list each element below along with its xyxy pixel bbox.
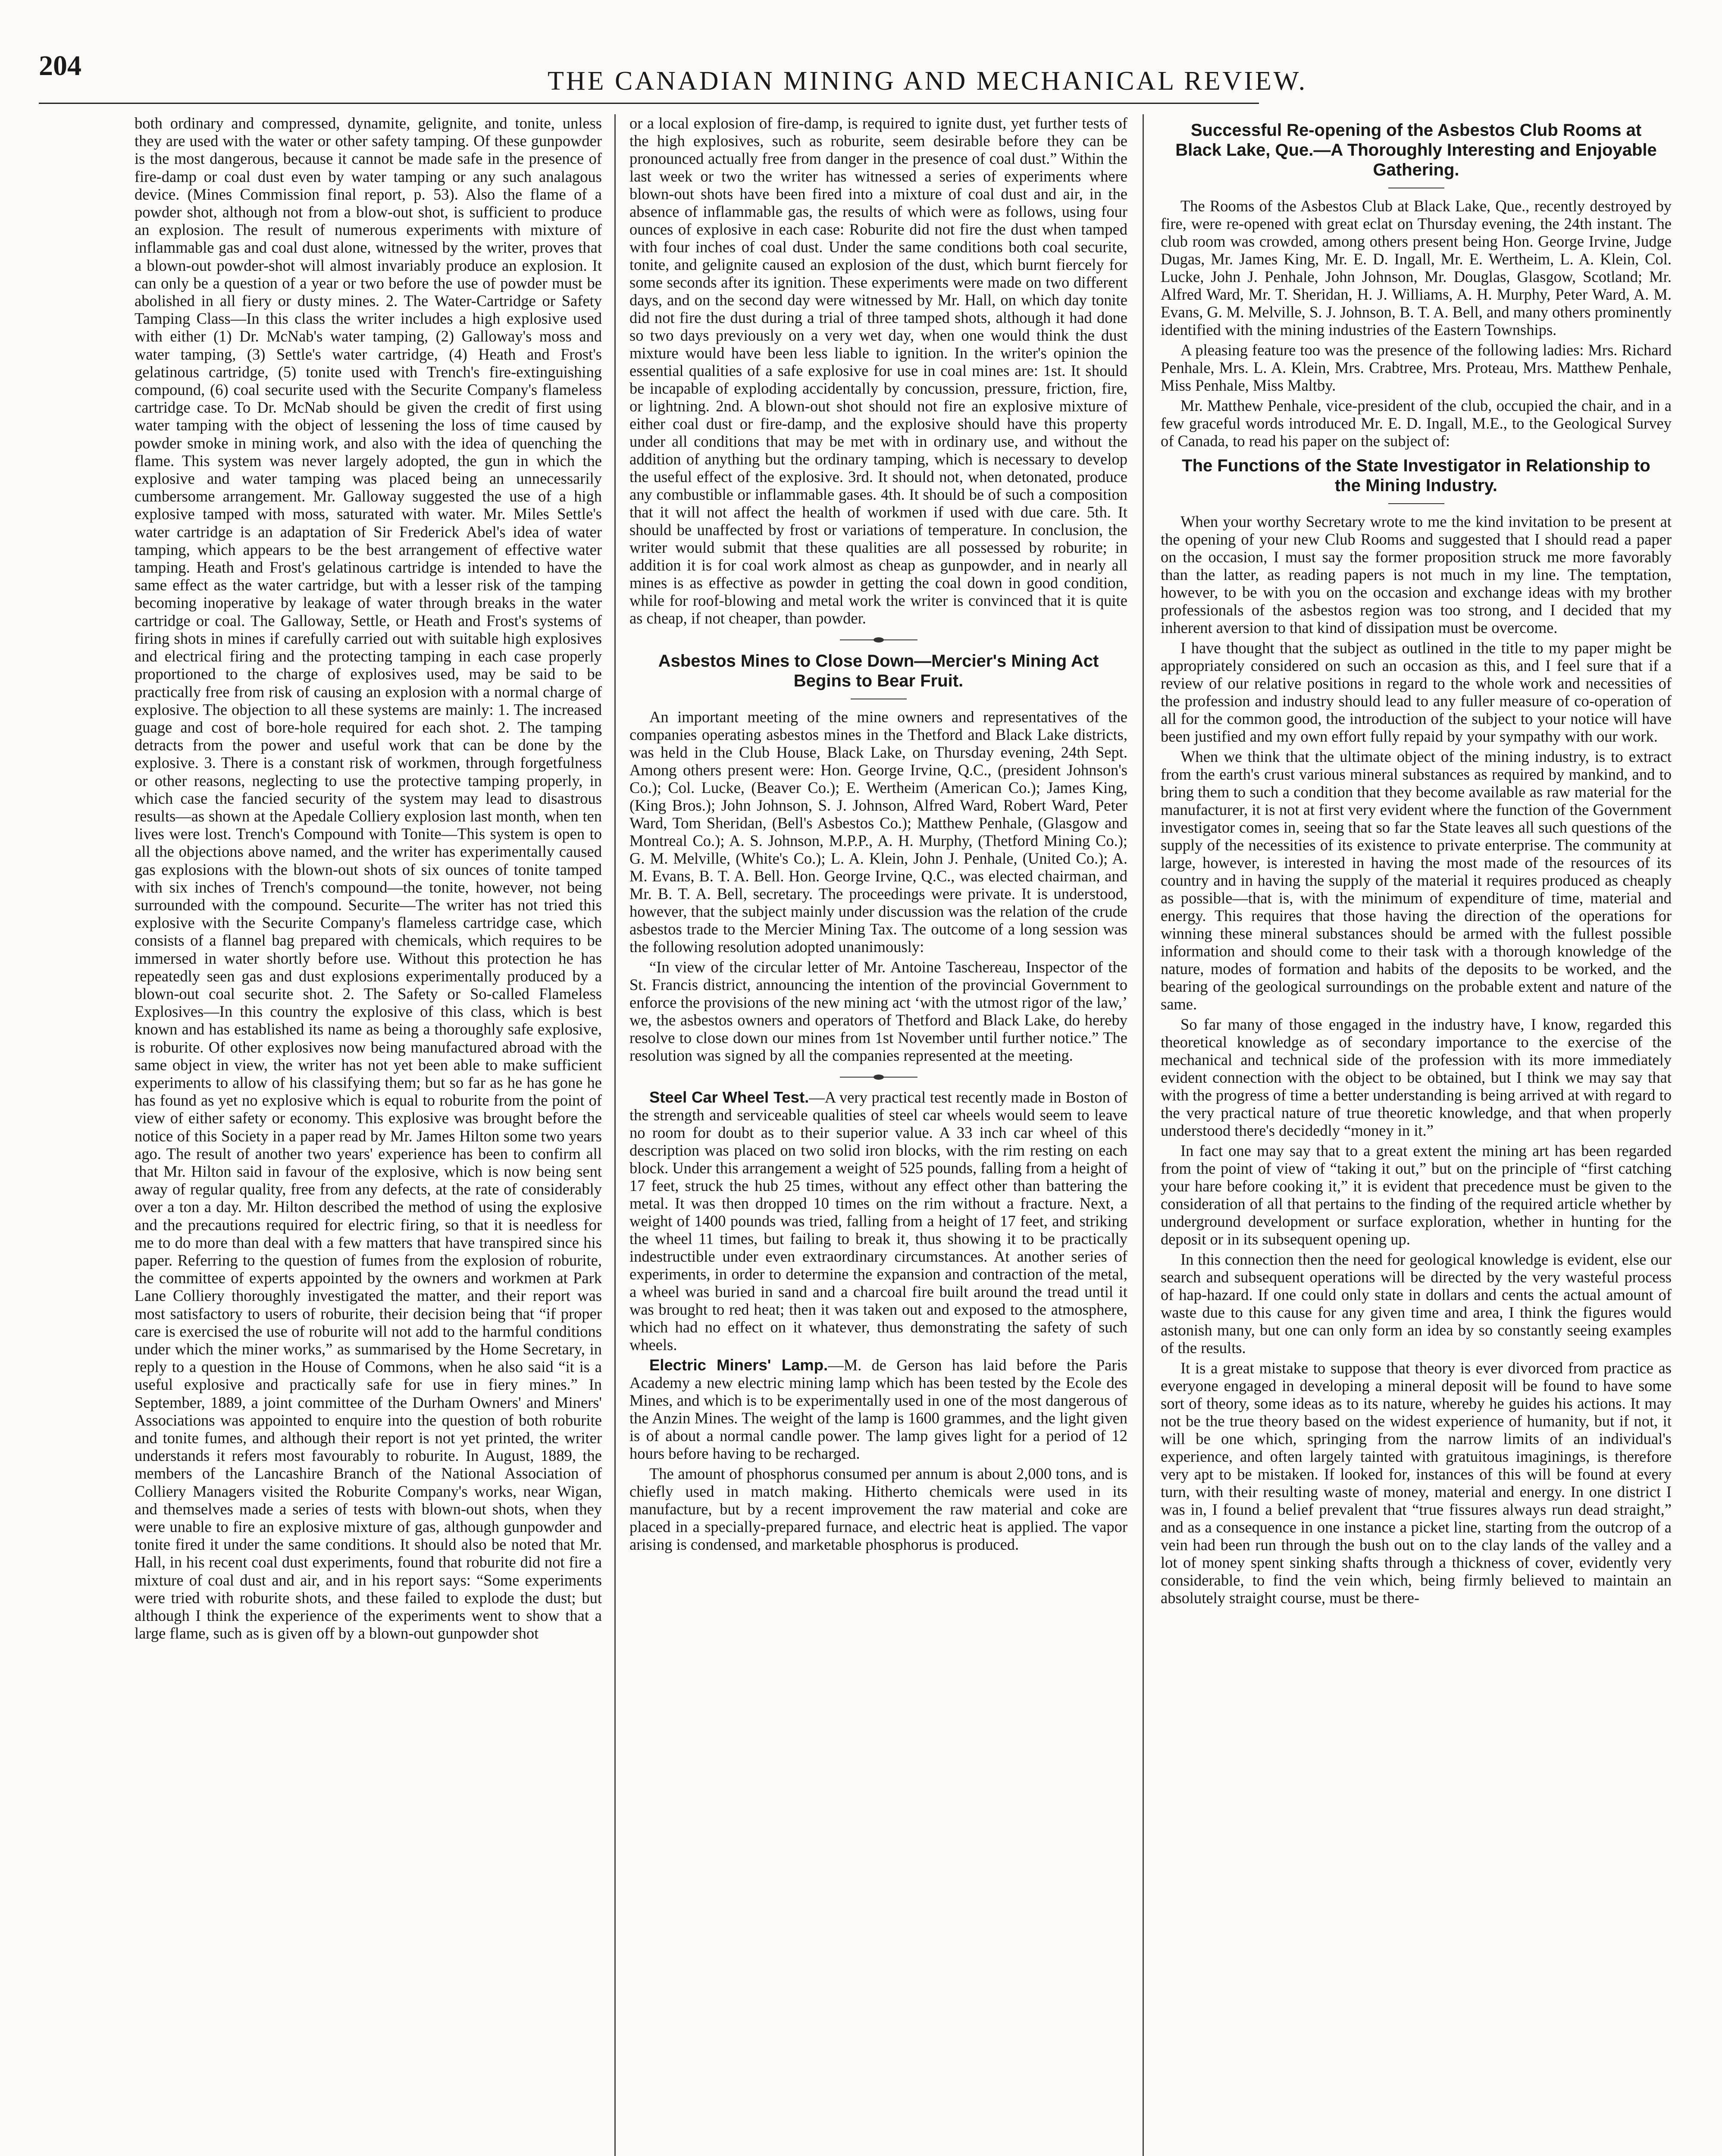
section-separator: [840, 1074, 917, 1081]
miners-lamp-paragraph: [629, 1356, 1127, 1462]
steel-wheel-runin: Steel Car Wheel Test.: [649, 1088, 809, 1106]
paper-paragraph: So far many of those engaged in the industry have, I know, regarded this theoretical knowledge as of secondary importance to the exercise of the mechanical and technical side of the profession with its more immediately evident connection with the object to be obtained, but I think we may say that with the progress of time a better understanding is being arrived at with regard to the very practical nature of true theoretic knowledge, and that when properly understood there's decidedly “money in it.”: [1161, 1015, 1672, 1139]
paper-paragraph: When we think that the ultimate object of the mining industry, is to extract from the earth's crust various mineral substances as required by mankind, and to bring them to such a condition that they become available as raw material for the manufacturer, it is not at first very evident where the function of the Government investigator comes in, seeing that so far the State leaves all such questions of the supply of the necessities of its existence to private enterprise. The community at large, however, is interested in having the most made of the resources of its country and in having the supply of the material it requires produced as cheaply as possible—that is, with the minimum of expenditure of time, material and energy. This requires that those having the direction of the operations for winning these mineral substances should be armed with the fullest possible information and should come to their task with a thorough knowledge of the nature, modes of formation and habits of the deposits to be worked, and the bearing of the geological surroundings on the probable extent and nature of the same.: [1161, 748, 1672, 1013]
paper-paragraph: I have thought that the subject as outlined in the title to my paper might be appropriately considered on such an occasion as this, and I feel sure that if a review of our relative positions in regard to the whole work and necessities of the profession and industry should lead to any fuller measure of co-operation of all for the common good, the introduction of the subject to your notice will have been justified and my own effort fully repaid by your sympathy with our work.: [1161, 639, 1672, 745]
phosphorus-paragraph: The amount of phosphorus consumed per annum is about 2,000 tons, and is chiefly used in match making. Hitherto chemicals were used in its manufacture, but by a recent improvement the raw material and coke are placed in a specially-prepared furnace, and electric heat is applied. The vapor arising is condensed, and marketable phosphorus is produced.: [629, 1465, 1127, 1553]
club-paragraph-1: The Rooms of the Asbestos Club at Black Lake, Que., recently destroyed by fire, were re-opened with great eclat on Thursday evening, the 24th instant. The club room was crowded, among others present being Hon. George Irvine, Judge Dugas, Mr. James King, Mr. E. D. Ingall, Mr. E. Wertheim, L. A. Klein, Col. Lucke, John J. Penhale, John Johnson, Mr. Douglas, Glasgow, Scotland; Mr. Alfred Ward, Mr. T. Sheridan, H. J. Williams, A. H. Murphy, Peter Ward, A. M. Evans, G. M. Melville, S. J. Johnson, B. T. A. Bell, and many others prominently identified with the mining industries of the Eastern Townships.: [1161, 197, 1672, 338]
header-rule: [39, 103, 1259, 104]
heading-rule: [1388, 503, 1444, 504]
article-text-explosives: both ordinary and compressed, dynamite, gelignite, and tonite, unless they are used with the water or other safety tamping. Of these gunpowder is the most dangerous, because it cannot be made safe in the presence of fire-damp or coal dust even by water tamping or any such analagous device. (Mines Commission final report, p. 53). Also the flame of a powder shot, although not from a blow-out shot, is sufficient to produce an explosion. The result of numerous experiments with mixture of inflammable gas and coal dust alone, witnessed by the writer, proves that a blown-out powder-shot will almost invariably produce an explosion. It can only be a question of a year or two before the use of powder must be abolished in all fiery or dusty mines. 2. The Water-Cartridge or Safety Tamping Class—In this class the writer includes a high explosive used with either (1) Dr. McNab's water tamping, (2) Galloway's moss and water tamping, (3) Settle's water cartridge, (4) Heath and Frost's gelatinous cartridge, (5) tonite used with Trench's fire-extinguishing compound, (6) coal securite used with the Securite Company's flameless cartridge case. To Dr. McNab should be given the credit of first using water tamping with the object of lessening the loss of time caused by powder smoke in mining work, and also with the idea of quenching the flame. This system was never largely adopted, the gun in which the explosive and water tamping was placed being an unnecessarily cumbersome arrangement. Mr. Galloway suggested the use of a high explosive tamped with moss, saturated with water. Mr. Miles Settle's water cartridge is an adaptation of Sir Frederick Abel's idea of water tamping, which appears to be the best arrangement of effective water tamping. Heath and Frost's gelatinous cartridge is intended to have the same effect as the water cartridge, but with a lesser risk of the tamping becoming inoperative by leakage of water through breaks in the water cartridge or coal. The Galloway, Settle, or Heath and Frost's systems of firing shots in mines if carefully carried out with suitable high explosives and electrical firing and the protecting tamping in each case properly proportioned to the charge of explosives used, may be said to be practically free from risk of causing an explosion with a normal charge of explosive. The objection to all these systems are mainly: 1. The increased guage and cost of bore-hole required for each shot. 2. The tamping detracts from the power and useful work that can be done by the explosive. 3. There is a constant risk of workmen, through forgetfulness or other reasons, neglecting to use the protective tamping properly, in which case the fancied security of the system may lead to disastrous results—as shown at the Apedale Colliery explosion last month, when ten lives were lost. Trench's Compound with Tonite—This system is open to all the objections above named, and the writer has experimentally caused gas explosions with the blown-out shots of six ounces of tonite tamped with six inches of Trench's compound—the tonite, however, not being surrounded with the compound. Securite—The writer has not tried this explosive with the Securite Company's flameless cartridge case, which consists of a flannel bag prepared with chemicals, which requires to be immersed in water shortly before use. Without this protection he has repeatedly seen gas and dust explosions experimentally produced by a blown-out coal securite shot. 2. The Safety or So-called Flameless Explosives—In this country the explosive of this class, which is best known and has established its name as being a thoroughly safe explosive, is roburite. Of other explosives now being manufactured abroad with the same object in view, the writer has not yet been able to make sufficient experiments to allow of his classifying them; but so far as he has gone he has found as yet no explosive which is equal to roburite from the point of view of either safety or economy. This explosive was brought before the notice of this Society in a paper read by Mr. James Hilton some two years ago. The result of another two years' experience has been to confirm all that Mr. Hilton said in favour of the explosive, which is now being sent away of regular quality, free from any defects, at the rate of considerably over a ton a day. Mr. Hilton described the method of using the explosive and the precautions required for electric firing, so that it is needless for me to do more than deal with a few matters that have transpired since his paper. Referring to the question of fumes from the explosion of roburite, the committee of experts appointed by the owners and workmen at Park Lane Colliery thoroughly investigated the matter, and their report was most satisfactory to users of roburite, their decision being that “if proper care is exercised the use of roburite will not add to the harmful conditions under which the miner works,” as summarised by the Home Secretary, in reply to a question in the House of Commons, when he also said “it is a useful explosive and practically safe for use in fiery mines.” In September, 1889, a joint committee of the Durham Owners' and Miners' Associations was appointed to enquire into the question of both roburite and tonite fumes, and although their report is not yet printed, the writer understands it refers most favourably to roburite. In August, 1889, the members of the Lancashire Branch of the National Association of Colliery Managers visited the Roburite Company's works, near Wigan, and themselves made a series of tests with blown-out shots, when they were unable to fire an explosive mixture of gas, although gunpowder and tonite fired it under the same conditions. It should also be noted that Mr. Hall, in his recent coal dust experiments, found that roburite did not fire a mixture of coal dust and air, and in his report says: “Some experiments were tried with roburite shots, and these failed to explode the dust; but although I think the experience of the experiments went to show that a large flame, such as is given off by a blown-out gunpowder shot: [135, 114, 602, 1642]
paper-paragraph: In fact one may say that to a great extent the mining art has been regarded from the point of view of “taking it out,” but on the principle of “first catching your hare before cooking it,” it is evident that precedence must be given to the consideration of all that pertains to the finding of the required article whether by underground development or surface exploration, whether in hunting for the deposit or in its subsequent opening up.: [1161, 1142, 1672, 1248]
section-separator: [840, 636, 917, 643]
miners-lamp-runin: Electric Miners' Lamp.: [649, 1356, 828, 1374]
column-1: [135, 114, 602, 2156]
steel-wheel-text: —A very practical test recently made in Boston of the strength and serviceable qualities of steel car wheels would seem to leave no room for doubt as to their superior value. A 33 inch car wheel of this description was placed on two solid iron blocks, with the rim resting on each block. Under this arrangement a weight of 525 pounds, falling from a height of 17 feet, struck the hub 25 times, without any effect other than battering the metal. It was then dropped 10 times on the rim without a fracture. Next, a weight of 1400 pounds was tried, falling from a height of 17 feet, and striking the wheel 11 times, but failing to break it, thus showing it to be practically indestructible under even extraordinary circumstances. At another series of experiments, in order to determine the expansion and contraction of the metal, a wheel was buried in sand and a charcoal fire built around the tread until it was brought to red heat; then it was taken out and exposed to the atmosphere, which had no effect on it whatever, thus demonstrating the safety of such wheels.: [629, 1088, 1127, 1354]
column-2: [629, 114, 1127, 2156]
headline-asbestos-club: Successful Re-opening of the Asbestos Club Rooms at Black Lake, Que.—A Thoroughly Interesting and Enjoyable Gathering.: [1175, 121, 1657, 179]
miners-lamp-text: —M. de Gerson has laid before the Paris Academy a new electric mining lamp which has been tested by the Ecole des Mines, and which is to be experimentally used in one of the most dangerous of the Anzin Mines. The weight of the lamp is 1600 grammes, and the light given is of about a normal candle power. The lamp gives light for a period of 12 hours before having to be recharged.: [629, 1356, 1127, 1462]
column-divider: [614, 114, 616, 2156]
page-number: 204: [39, 50, 81, 81]
headline-asbestos-mines: Asbestos Mines to Close Down—Mercier's Mining Act Begins to Bear Fruit.: [658, 652, 1099, 690]
headline-state-investigator: The Functions of the State Investigator in Relationship to the Mining Industry.: [1182, 456, 1650, 495]
article-text-explosives-continued: or a local explosion of fire-damp, is required to ignite dust, yet further tests of the high explosives, such as roburite, seem desirable before they can be pronounced actually free from danger in the presence of coal dust.” Within the last week or two the writer has witnessed a series of experiments where blown-out shots have been fired into a mixture of coal dust and air, in the absence of inflammable gas, the results of which were as follows, using four ounces of explosive in each case: Roburite did not fire the dust when tamped with four inches of coal dust. Under the same conditions both coal securite, tonite, and gelignite caused an explosion of the dust, which burnt fiercely for some seconds after its ignition. These experiments were made on two different days, and on the second day were witnessed by Mr. Hall, on which day tonite did not fire the dust during a trial of three tamped shots, although it had done so two days previously on a very wet day, when one would think the dust mixture would have been less liable to ignition. In the writer's opinion the essential qualities of a safe explosive for use in coal mines are: 1st. It should be incapable of exploding accidentally by concussion, pressure, friction, fire, or lightning. 2nd. A blown-out shot should not fire an explosive mixture of either coal dust or fire-damp, and the explosive should have this property under all conditions that may be met with in ordinary use, and without the addition of anything but the ordinary tamping, which is necessary to develop the useful effect of the explosive. 3rd. It should not, when detonated, produce any combustible or inflammable gases. 4th. It should be of such a composition that it will not affect the health of workmen if used with due care. 5th. It should be unaffected by frost or variations of temperature. In conclusion, the writer would submit that these qualities are all possessed by roburite; in addition it is for coal work almost as cheap as gunpowder, and in nearly all mines is as effective as powder in getting the coal down in good condition, while for roof-blowing and metal work the writer is convinced that it is quite as cheap, if not cheaper, than powder.: [629, 114, 1127, 627]
club-paragraph-2: A pleasing feature too was the presence of the following ladies: Mrs. Richard Penhale, Mrs. L. A. Klein, Mrs. Crabtree, Mrs. Proteau, Mrs. Matthew Penhale, Miss Penhale, Miss Maltby.: [1161, 341, 1672, 394]
paper-paragraph: When your worthy Secretary wrote to me the kind invitation to be present at the opening of your new Club Rooms and suggested that I should read a paper on the occasion, I must say the former proposition struck me more favorably than the latter, as reading papers is not much in my line. The temptation, however, to be with you on the occasion and exchange ideas with my brother professionals of the asbestos region was too strong, and I decided that my inherent aversion to that kind of dissipation must be overcome.: [1161, 513, 1672, 636]
paper-paragraph: It is a great mistake to suppose that theory is ever divorced from practice as everyone engaged in developing a mineral deposit will be found to have some sort of theory, some ideas as to its nature, whereby he guides his actions. It may not be the true theory based on the widest experience of humanity, but if not, it will be one which, springing from the narrow limits of an individual's experience, and often largely tainted with gratuitous imaginings, is therefore very apt to be mistaken. If looked for, instances of this will be found at every turn, with their resulting waste of money, material and energy. In one district I was in, I found a belief prevalent that “true fissures always run dead straight,” and as a consequence in one instance a picket line, starting from the outcrop of a vein had been run through the bush out on to the clay lands of the valley and a lot of money spent sinking shafts through a thickness of cover, evidently very considerable, to find the vein which, being firmly believed to maintain an absolutely straight course, must be there-: [1161, 1359, 1672, 1607]
paper-paragraph: In this connection then the need for geological knowledge is evident, else our search and subsequent operations will be directed by the very wasteful process of hap-hazard. If one could only state in dollars and cents the actual amount of waste due to this cause for any given time and area, I think the figures would astonish many, but one can only form an idea by so constantly seeing examples of the results.: [1161, 1250, 1672, 1357]
column-3: [1161, 114, 1672, 2156]
club-paragraph-3: Mr. Matthew Penhale, vice-president of the club, occupied the chair, and in a few graceful words introduced Mr. E. D. Ingall, M.E., to the Geological Survey of Canada, to read his paper on the subject of:: [1161, 397, 1672, 450]
page-header: [39, 41, 1308, 101]
resolution-paragraph: “In view of the circular letter of Mr. Antoine Taschereau, Inspector of the St. Francis district, announcing the intention of the provincial Government to enforce the provisions of the new mining act ‘with the utmost rigor of the law,’ we, the asbestos owners and operators of Thetford and Black Lake, do hereby resolve to close down our mines from 1st November until further notice.” The resolution was signed by all the companies represented at the meeting.: [629, 958, 1127, 1064]
asbestos-paragraph: An important meeting of the mine owners and representatives of the companies operating asbestos mines in the Thetford and Black Lake districts, was held in the Club House, Black Lake, on Thursday evening, 24th Sept. Among others present were: Hon. George Irvine, Q.C., (president Johnson's Co.); Col. Lucke, (Beaver Co.); E. Wertheim (American Co.); James King, (King Bros.); John Johnson, S. J. Johnson, Alfred Ward, Robert Ward, Peter Ward, Tom Sheridan, (Bell's Asbestos Co.); Matthew Penhale, (Glasgow and Montreal Co.); A. S. Johnson, M.P.P., A. H. Murphy, (Thetford Mining Co.); G. M. Melville, (White's Co.); L. A. Klein, John J. Penhale, (United Co.); A. M. Evans, B. T. A. Bell. Hon. George Irvine, Q.C., was elected chairman, and Mr. B. T. A. Bell, secretary. The proceedings were private. It is understood, however, that the subject mainly under discussion was the relation of the crude asbestos trade to the Mercier Mining Tax. The outcome of a long session was the following resolution adopted unanimously:: [629, 708, 1127, 956]
column-divider: [1143, 114, 1144, 2156]
running-title: THE CANADIAN MINING AND MECHANICAL REVIEW.: [548, 66, 1308, 96]
steel-wheel-paragraph: [629, 1088, 1127, 1354]
